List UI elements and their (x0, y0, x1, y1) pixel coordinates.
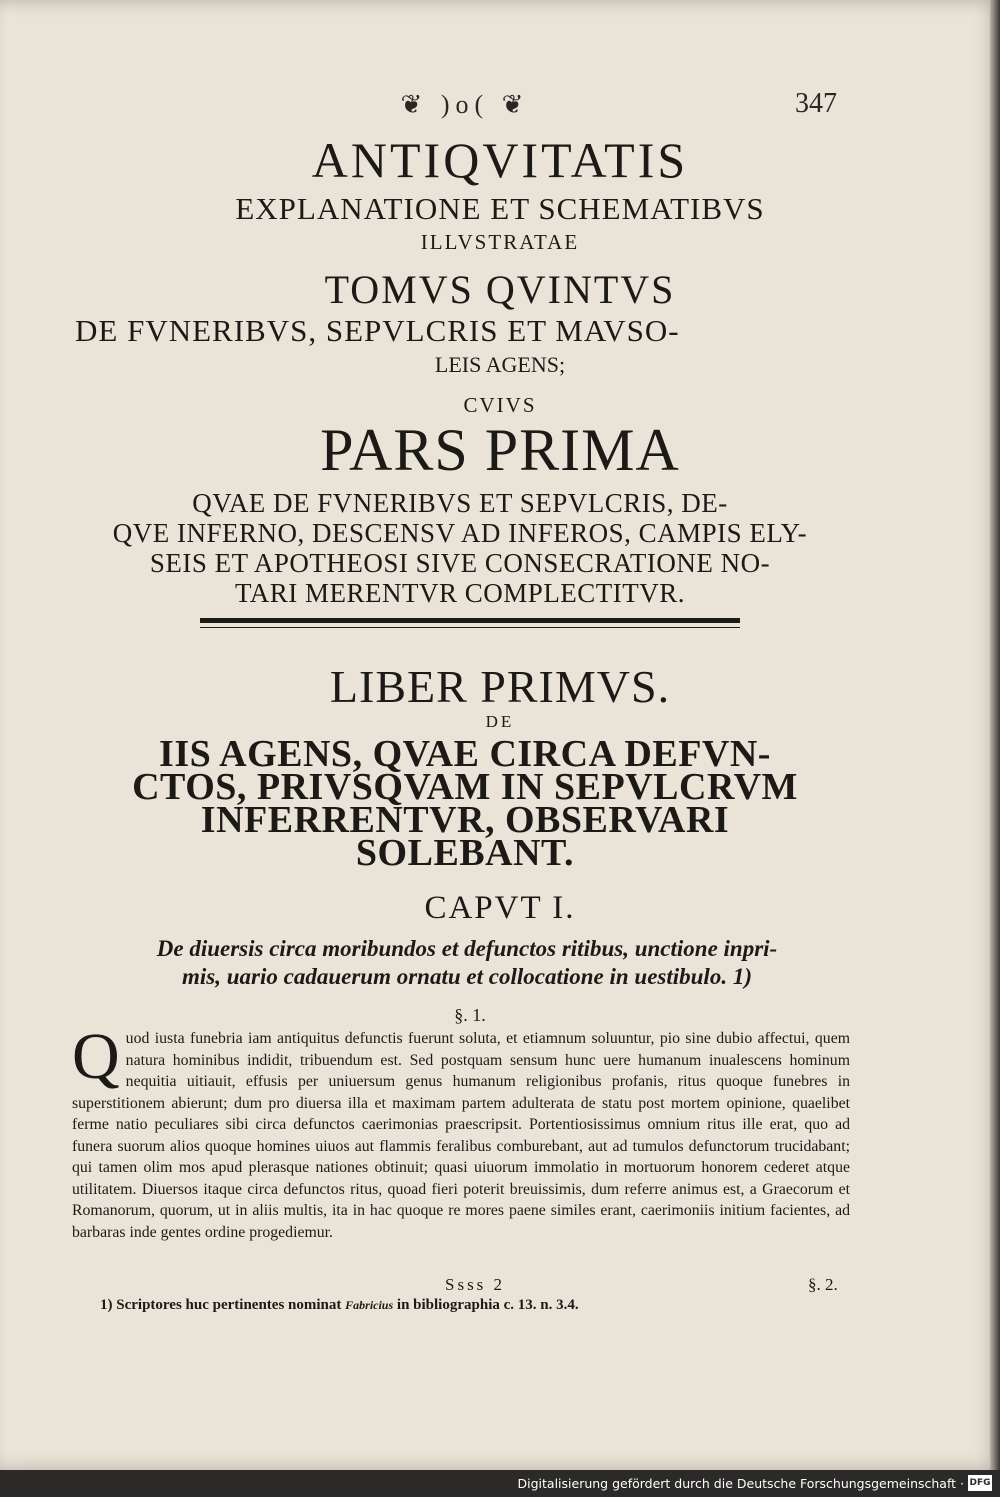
running-header (0, 90, 1000, 130)
book-heading: LIBER PRIMVS. (329, 661, 671, 712)
chapter-heading: CAPVT I. (424, 890, 576, 926)
title-line-8: PARS PRIMA (320, 417, 680, 483)
divider-thick (200, 618, 740, 623)
book-de: DE (485, 712, 515, 731)
chapter-subtitle-line: De diuersis circa moribundos et defunctos ritibus, unctione inpri- (156, 936, 778, 961)
drop-cap: Q (72, 1020, 120, 1093)
catchword: §. 2. (808, 1275, 838, 1294)
footnote-suffix: in bibliographia c. 13. n. 3.4. (396, 1297, 579, 1313)
part-subtitle (70, 488, 850, 608)
part-subtitle-line: TARI MERENTVR COMPLECTITVR. (234, 578, 686, 608)
book-description-line: INFERRENTVR, OBSERVARI (200, 799, 730, 841)
digitization-footer (0, 1470, 1000, 1497)
dfg-logo-icon: DFG (968, 1475, 992, 1491)
page-number: 347 (795, 88, 837, 119)
part-subtitle-line: QVAE DE FVNERIBVS ET SEPVLCRIS, DE- (192, 488, 728, 518)
section-mark: §. 1. (454, 1005, 486, 1025)
title-line-6: LEIS AGENS; (434, 352, 566, 377)
title-line-7: CVIVS (463, 393, 537, 417)
title-line-1: ANTIQVITATIS (311, 132, 689, 188)
header-ornament: ❦ )o( ❦ (400, 90, 530, 119)
part-subtitle-line: QVE INFERNO, DESCENSV AD INFEROS, CAMPIS ELY- (112, 518, 808, 548)
book-description-line: CTOS, PRIVSQVAM IN SEPVLCRVM (132, 766, 798, 808)
title-line-3: ILLVSTRATAE (420, 230, 580, 254)
part-subtitle-line: SEIS ET APOTHEOSI SIVE CONSECRATIONE NO- (149, 548, 771, 578)
footnote (100, 1297, 860, 1314)
footnote-prefix: 1) Scriptores huc pertinentes nominat (100, 1297, 342, 1313)
funding-notice: Digitalisierung gefördert durch die Deutsche Forschungsgemeinschaft · (517, 1476, 964, 1491)
chapter-subtitle (72, 935, 862, 991)
body-text: uod iusta funebria iam antiquitus defunctis fuerunt soluta, et etiamnum soluuntur, pio sine dubio affectui, quem natura hominibus indidit, tribuendum est. Sed postquam sensum hunc uere humanum inualescens hominum nequitia uitiauit, effusis per uniuersum genus humanum religionibus profanis, ritus quoque funebres in superstitionem abierunt; dum pro diuersa illa et maximam partem adulterata de statu post mortem opinione, quaelibet ferme natio peculiares sibi circa defunctos caerimonias praescripsit. Portentiosissimus omnium ritus ille erat, quo ad funera suorum alios quoque homines uiuos aut flammis feralibus comburebant, aut ad tumulos defunctorum trucidabant; qui tamen olim mos apud plerasque nationes obtinuit; quasi uiuorum immolatio in mortuorum honorem cederet atque utilitatem. Diuersos itaque circa defunctos ritus, quoad fieri poterit breuissimis, dum referre animus est, a Graecorum et Romanorum, quorum, ut in aliis multis, ita in hac quoque re mores paene similes erant, caerimoniis initium facientes, ad barbaras inde gentes ordine progediemur. (72, 1030, 850, 1241)
footnote-author: Fabricius (345, 1298, 394, 1312)
title-line-4: TOMVS QVINTVS (324, 267, 676, 312)
book-description-line: IIS AGENS, QVAE CIRCA DEFVN- (159, 733, 771, 775)
title-line-5: DE FVNERIBVS, SEPVLCRIS ET MAVSO- (75, 313, 680, 348)
title-line-2: EXPLANATIONE ET SCHEMATIBVS (235, 191, 765, 226)
chapter-subtitle-line: mis, uario cadauerum ornatu et collocatione in uestibulo. 1) (182, 964, 752, 989)
body-paragraph (72, 1020, 850, 1243)
book-description (70, 733, 860, 874)
page-spine-shadow (990, 0, 1000, 1470)
divider-thin (200, 627, 740, 628)
book-description-line: SOLEBANT. (355, 832, 575, 874)
signature-mark: Ssss 2 (445, 1275, 506, 1294)
